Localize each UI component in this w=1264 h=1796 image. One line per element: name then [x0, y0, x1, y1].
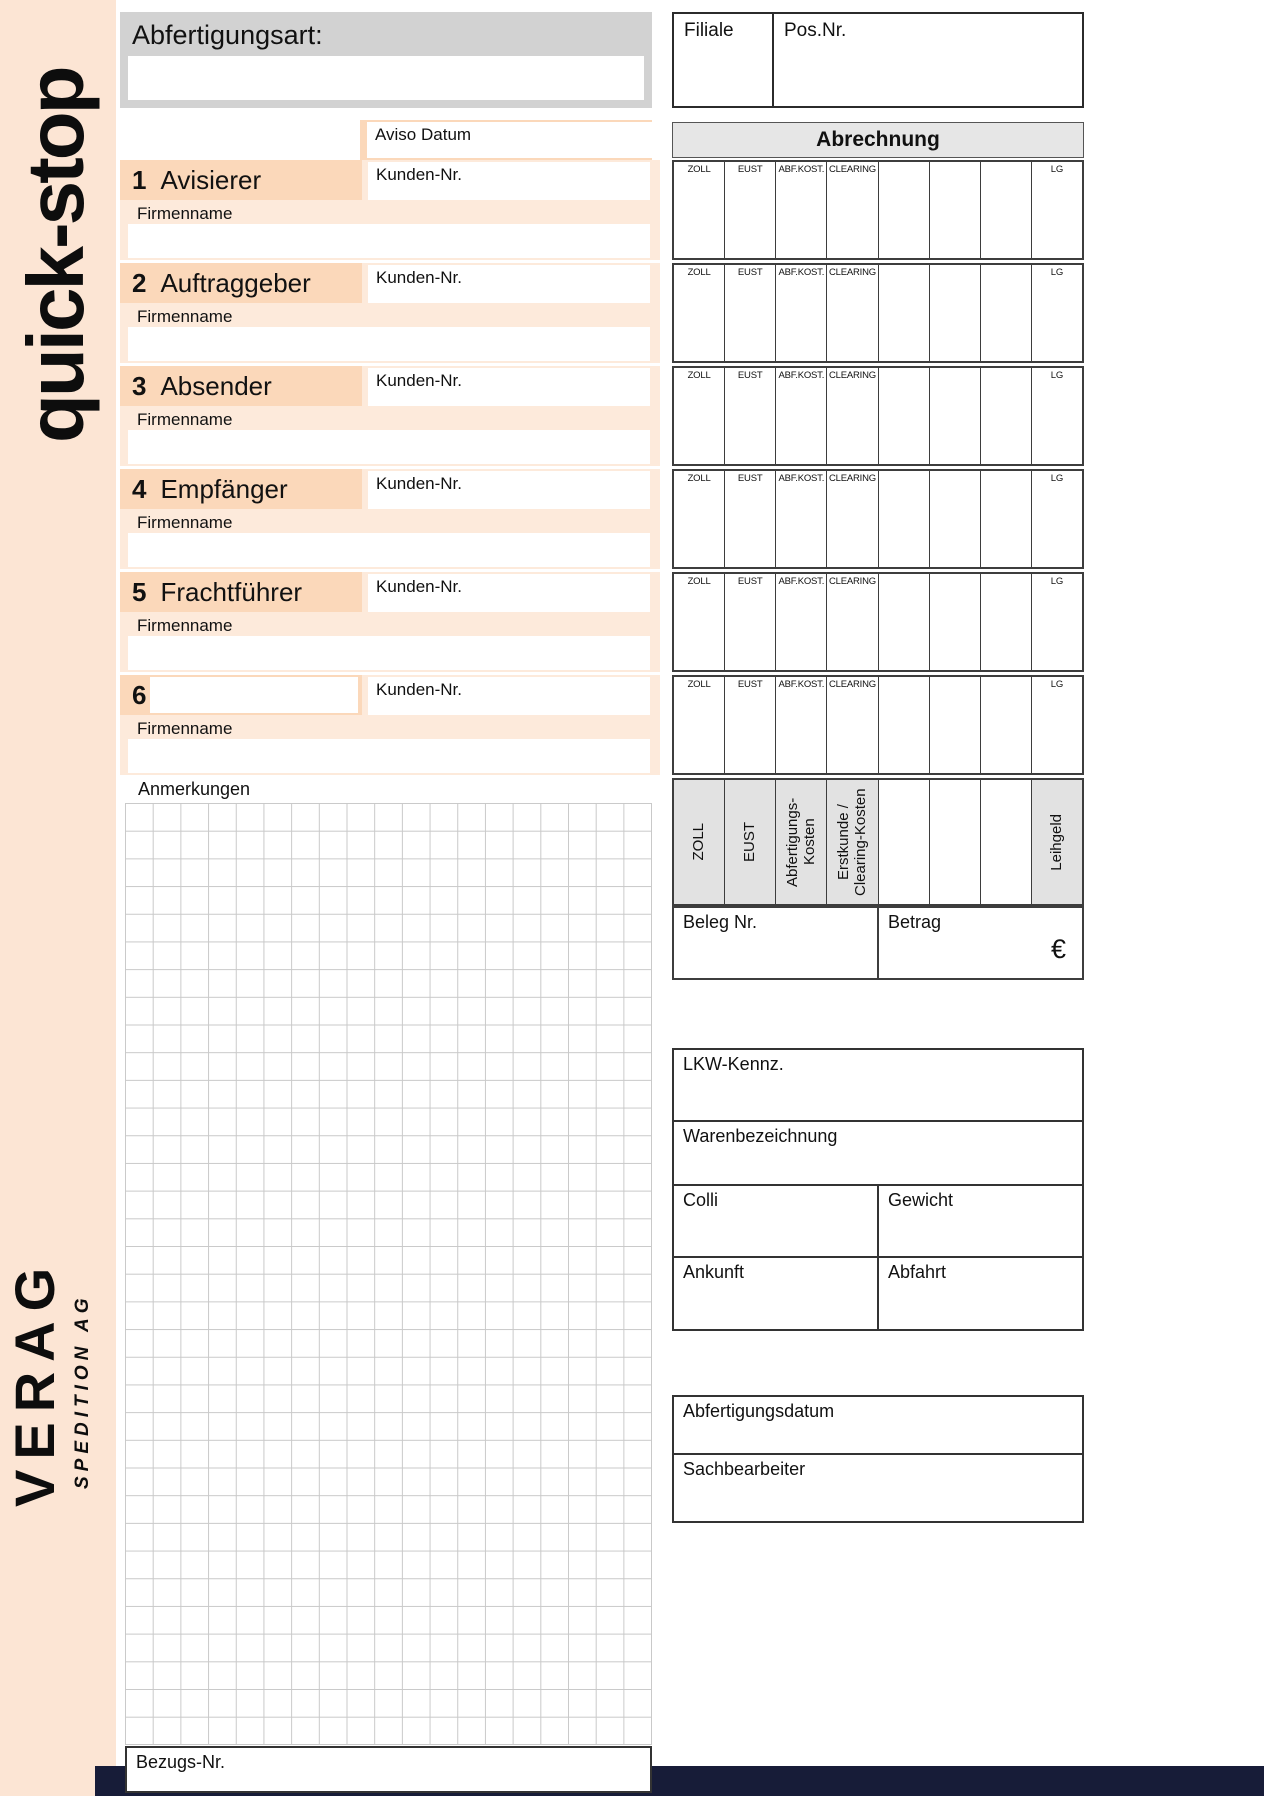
cell-zoll-label: ZOLL [687, 473, 711, 484]
rotated-label-abfertigungskosten: Abfertigungs-Kosten [776, 780, 827, 904]
filiale-pos-divider [772, 14, 774, 106]
cell-eust-label: EUST [737, 370, 763, 381]
kunden-nr-field[interactable] [368, 265, 650, 303]
cell-lg[interactable] [1032, 471, 1082, 567]
warenbezeichnung-label: Warenbezeichnung [683, 1126, 838, 1146]
cell-blank[interactable] [879, 368, 930, 464]
section-title: Empfänger [160, 473, 288, 504]
rotated-label-blank [981, 780, 1032, 904]
beleg-betrag-box [672, 906, 1084, 980]
kunden-nr-label: Kunden-Nr. [376, 371, 462, 390]
firmenname-label: Firmenname [137, 616, 233, 635]
cell-abfkost[interactable] [776, 368, 827, 464]
party-section-avisierer [120, 160, 660, 260]
ankunft-field[interactable] [674, 1258, 879, 1329]
section-title: Avisierer [160, 164, 262, 195]
cell-abfkost[interactable] [776, 574, 827, 670]
cell-zoll[interactable] [674, 574, 725, 670]
abfertigungsart-box [120, 12, 652, 108]
abfertigungsart-label: Abfertigungsart: [132, 20, 323, 50]
abfertigungsart-input[interactable] [128, 56, 644, 100]
gewicht-label: Gewicht [888, 1190, 954, 1210]
cell-clearing[interactable] [827, 265, 878, 361]
ankunft-abfahrt-row [674, 1258, 1082, 1329]
cell-blank[interactable] [930, 574, 981, 670]
cell-eust-label: EUST [737, 164, 763, 175]
section-number: 4 [132, 473, 147, 504]
section-number: 5 [132, 576, 147, 607]
abrechnung-row-6 [672, 675, 1084, 775]
cell-lg[interactable] [1032, 162, 1082, 258]
cell-abfkost-label: ABF.KOST. [778, 164, 825, 175]
gewicht-field[interactable] [879, 1186, 1082, 1256]
cell-blank[interactable] [930, 368, 981, 464]
cell-zoll[interactable] [674, 677, 725, 773]
section-band [120, 160, 362, 200]
colli-field[interactable] [674, 1186, 879, 1256]
cell-blank[interactable] [930, 677, 981, 773]
anmerkungen-grid[interactable] [125, 803, 652, 1745]
firmenname-field[interactable] [128, 533, 650, 567]
cell-blank[interactable] [930, 265, 981, 361]
kunden-nr-field[interactable] [368, 368, 650, 406]
party-section-auftraggeber [120, 263, 660, 363]
cell-lg[interactable] [1032, 574, 1082, 670]
cell-clearing[interactable] [827, 368, 878, 464]
cell-blank[interactable] [981, 471, 1032, 567]
cell-clearing-label: CLEARING [828, 473, 876, 484]
cell-eust[interactable] [725, 471, 776, 567]
ankunft-label: Ankunft [683, 1262, 745, 1282]
cell-lg-label: LG [1050, 576, 1064, 587]
section-title: Absender [160, 370, 272, 401]
party-section-empfaenger [120, 469, 660, 569]
section-band [120, 469, 362, 509]
kunden-nr-field[interactable] [368, 162, 650, 200]
rotated-label-eust: EUST [725, 780, 776, 904]
filiale-label: Filiale [684, 20, 734, 41]
rotated-label-clearingkosten: Erstkunde / Clearing-Kosten [827, 780, 878, 904]
firmenname-label: Firmenname [137, 410, 233, 429]
cell-clearing[interactable] [827, 471, 878, 567]
kunden-nr-label: Kunden-Nr. [376, 474, 462, 493]
sachbearbeiter-label: Sachbearbeiter [683, 1459, 806, 1479]
cell-blank[interactable] [879, 265, 930, 361]
cell-blank[interactable] [981, 265, 1032, 361]
firmenname-field[interactable] [128, 636, 650, 670]
cell-blank[interactable] [981, 677, 1032, 773]
cell-blank[interactable] [930, 471, 981, 567]
lkw-kennz-label: LKW-Kennz. [683, 1054, 784, 1074]
cell-clearing-label: CLEARING [828, 679, 876, 690]
kunden-nr-label: Kunden-Nr. [376, 680, 462, 699]
abfertigungsdatum-label: Abfertigungsdatum [683, 1401, 835, 1421]
kunden-nr-label: Kunden-Nr. [376, 268, 462, 287]
cell-clearing-label: CLEARING [828, 370, 876, 381]
cell-lg-label: LG [1050, 267, 1064, 278]
anmerkungen-label: Anmerkungen [138, 779, 251, 799]
cell-zoll-label: ZOLL [687, 370, 711, 381]
cell-eust[interactable] [725, 162, 776, 258]
firmenname-label: Firmenname [137, 204, 233, 223]
cell-eust[interactable] [725, 368, 776, 464]
section-title: Auftraggeber [160, 267, 311, 298]
cell-blank[interactable] [981, 368, 1032, 464]
cell-zoll[interactable] [674, 368, 725, 464]
cell-blank[interactable] [879, 677, 930, 773]
cell-lg-label: LG [1050, 679, 1064, 690]
cargo-box [672, 1048, 1084, 1331]
kunden-nr-field[interactable] [368, 471, 650, 509]
cell-lg[interactable] [1032, 368, 1082, 464]
section-number: 2 [132, 267, 147, 298]
cell-blank[interactable] [879, 574, 930, 670]
cell-abfkost[interactable] [776, 677, 827, 773]
rotated-label-leihgeld: Leihgeld [1032, 780, 1082, 904]
cell-zoll-label: ZOLL [687, 267, 711, 278]
cell-abfkost[interactable] [776, 471, 827, 567]
cell-blank[interactable] [879, 471, 930, 567]
cell-eust[interactable] [725, 265, 776, 361]
processing-box [672, 1395, 1084, 1523]
kunden-nr-field[interactable] [368, 574, 650, 612]
lkw-kennz-field[interactable] [674, 1050, 1082, 1122]
cell-abfkost[interactable] [776, 265, 827, 361]
aviso-datum-label: Aviso Datum [375, 125, 472, 144]
cell-lg-label: LG [1050, 473, 1064, 484]
cell-abfkost-label: ABF.KOST. [778, 370, 825, 381]
cell-lg-label: LG [1050, 164, 1064, 175]
cell-zoll-label: ZOLL [687, 576, 711, 587]
cell-abfkost-label: ABF.KOST. [778, 473, 825, 484]
pos-nr-label: Pos.Nr. [784, 20, 847, 41]
cell-abfkost-label: ABF.KOST. [778, 679, 825, 690]
bezugs-nr-field[interactable] [125, 1746, 652, 1793]
firmenname-field[interactable] [128, 224, 650, 258]
section-number: 6 [132, 679, 147, 710]
section-number: 1 [132, 164, 147, 195]
cell-clearing[interactable] [827, 677, 878, 773]
cell-lg[interactable] [1032, 677, 1082, 773]
abfahrt-field[interactable] [879, 1258, 1082, 1329]
cell-blank[interactable] [981, 574, 1032, 670]
section-title: Frachtführer [160, 576, 303, 607]
abrechnung-row-2 [672, 263, 1084, 363]
cell-eust-label: EUST [737, 267, 763, 278]
cell-abfkost-label: ABF.KOST. [778, 576, 825, 587]
kunden-nr-label: Kunden-Nr. [376, 577, 462, 596]
sachbearbeiter-field[interactable] [674, 1455, 1082, 1521]
bezugs-nr-label: Bezugs-Nr. [136, 1752, 226, 1772]
cell-zoll[interactable] [674, 265, 725, 361]
euro-symbol: € [1050, 934, 1066, 964]
kunden-nr-label: Kunden-Nr. [376, 165, 462, 184]
cell-eust[interactable] [725, 574, 776, 670]
betrag-field[interactable] [879, 908, 1082, 978]
abfahrt-label: Abfahrt [888, 1262, 947, 1282]
cell-eust-label: EUST [737, 679, 763, 690]
cell-eust-label: EUST [737, 473, 763, 484]
colli-label: Colli [683, 1190, 719, 1210]
cell-blank[interactable] [981, 162, 1032, 258]
warenbezeichnung-field[interactable] [674, 1122, 1082, 1186]
firmenname-label: Firmenname [137, 513, 233, 532]
section-band [120, 572, 362, 612]
firmenname-field[interactable] [128, 327, 650, 361]
cell-clearing[interactable] [827, 574, 878, 670]
cell-abfkost[interactable] [776, 162, 827, 258]
abrechnung-row-3 [672, 366, 1084, 466]
cell-blank[interactable] [879, 162, 930, 258]
section-title-field[interactable] [150, 677, 358, 713]
filiale-pos-box [672, 12, 1084, 108]
abrechnung-row-4 [672, 469, 1084, 569]
cell-zoll[interactable] [674, 471, 725, 567]
company-subtitle-text: SPEDITION AG [72, 1293, 93, 1489]
cell-blank[interactable] [930, 162, 981, 258]
cell-eust[interactable] [725, 677, 776, 773]
firmenname-label: Firmenname [137, 307, 233, 326]
aviso-datum-field[interactable] [367, 122, 652, 158]
beleg-nr-label: Beleg Nr. [683, 912, 758, 932]
rotated-label-blank [879, 780, 930, 904]
section-band [120, 366, 362, 406]
cell-clearing[interactable] [827, 162, 878, 258]
abrechnung-header: Abrechnung [672, 122, 1084, 158]
rotated-label-blank [930, 780, 981, 904]
rotated-label-zoll: ZOLL [674, 780, 725, 904]
colli-gewicht-row [674, 1186, 1082, 1258]
cell-zoll[interactable] [674, 162, 725, 258]
abrechnung-row-5 [672, 572, 1084, 672]
abfertigungsdatum-field[interactable] [674, 1397, 1082, 1455]
section-number: 3 [132, 370, 147, 401]
cell-abfkost-label: ABF.KOST. [778, 267, 825, 278]
cell-zoll-label: ZOLL [687, 164, 711, 175]
company-logo-text: VERAG [3, 1257, 66, 1507]
cell-eust-label: EUST [737, 576, 763, 587]
abrechnung-column-labels [672, 778, 1084, 906]
product-logo-text: quick-stop [11, 68, 100, 444]
beleg-nr-field[interactable] [674, 908, 879, 978]
cell-zoll-label: ZOLL [687, 679, 711, 690]
party-section-6 [120, 675, 660, 775]
section-band [120, 263, 362, 303]
cell-lg-label: LG [1050, 370, 1064, 381]
firmenname-field[interactable] [128, 739, 650, 773]
cell-clearing-label: CLEARING [828, 576, 876, 587]
cell-clearing-label: CLEARING [828, 164, 876, 175]
cell-lg[interactable] [1032, 265, 1082, 361]
firmenname-field[interactable] [128, 430, 650, 464]
abrechnung-row-1 [672, 160, 1084, 260]
aviso-datum-box [360, 120, 652, 160]
party-section-absender [120, 366, 660, 466]
cell-clearing-label: CLEARING [828, 267, 876, 278]
kunden-nr-field[interactable] [368, 677, 650, 715]
betrag-label: Betrag [888, 912, 942, 932]
firmenname-label: Firmenname [137, 719, 233, 738]
party-section-frachtfuehrer [120, 572, 660, 672]
